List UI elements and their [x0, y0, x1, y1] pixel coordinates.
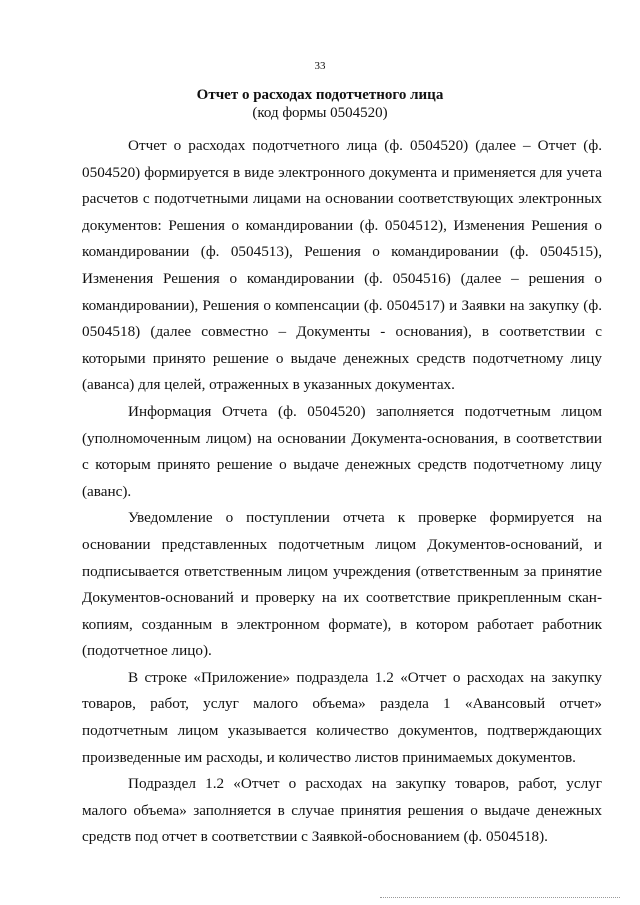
paragraph-3: Уведомление о поступлении отчета к проверке формируется на основании представленных подотчетным лицом Документов-оснований, и подписывается ответственным лицом учреждения (ответственным за принятие Документов-оснований и проверку на их соответствие прикрепленным скан-копиям, созданным в электронном формате), в котором работает работник (подотчетное лицо).: [82, 509, 602, 660]
paragraph-1: Отчет о расходах подотчетного лица (ф. 0504520) (далее – Отчет (ф. 0504520) формируется в виде электронного документа и применяется для учета расчетов с подотчетными лицами на основании соответствующих электронных документов: Решения о командировании (ф. 0504512), Изменения Решения о командировании (ф. 0504513), Решения о командировании (ф. 0504515), Изменения Решения о командировании (ф. 0504516) (далее – решения о командировании), Решения о компенсации (ф. 0504517) и Заявки на закупку (ф. 0504518) (далее совместно – Документы - основания), в соответствии с которыми принято решение о выдаче денежных средств подотчетному лицу (аванса) для целей, отраженных в указанных документах.: [82, 137, 602, 394]
document-subtitle: (код формы 0504520): [252, 105, 388, 121]
document-body: [82, 133, 602, 851]
paragraph-5: Подраздел 1.2 «Отчет о расходах на закупку товаров, работ, услуг малого объема» заполняется в случае принятия решения о выдаче денежных средств под отчет в соответствии с Заявкой-обоснованием (ф. 0504518).: [82, 775, 602, 846]
page-number: 33: [314, 60, 326, 72]
paragraph-2: Информация Отчета (ф. 0504520) заполняется подотчетным лицом (уполномоченным лицом) на основании Документа-основания, в соответствии с которым принято решение о выдаче денежных средств подотчетному лицу (аванс).: [82, 402, 602, 500]
paragraph-4: В строке «Приложение» подраздела 1.2 «Отчет о расходах на закупку товаров, работ, услуг малого объема» раздела 1 «Авансовый отчет» подотчетным лицом указывается количество документов, подтверждающих произведенные им расходы, и количество листов принимаемых документов.: [82, 668, 602, 766]
document-title: Отчет о расходах подотчетного лица: [196, 87, 444, 103]
scan-edge-line: [380, 897, 620, 898]
